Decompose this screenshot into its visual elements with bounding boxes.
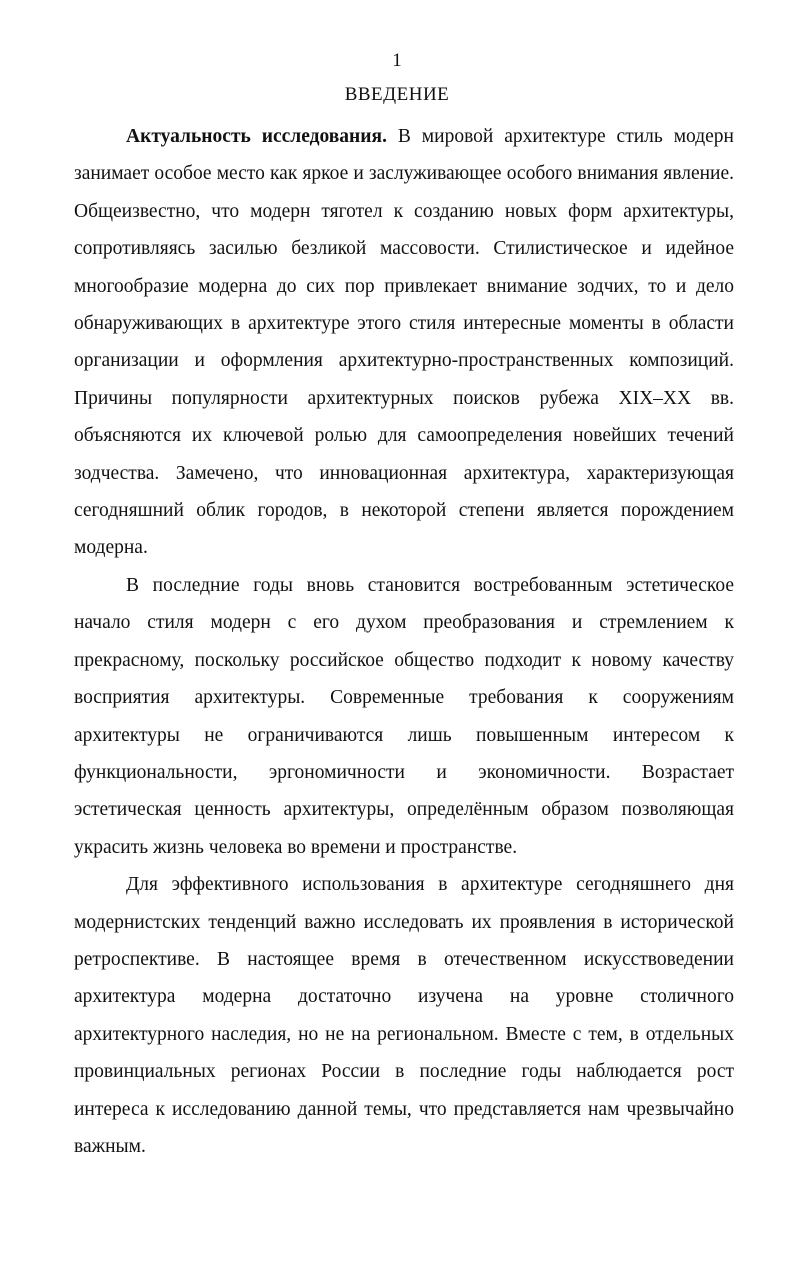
document-body (74, 118, 734, 1165)
page-number: 1 (392, 50, 402, 71)
relevance-lead: Актуальность исследования. (126, 126, 387, 147)
relevance-text: В мировой архитектуре стиль модерн занимает особое место как яркое и заслуживающее особого внимания явление. Общеизвестно, что модерн тяготел к созданию новых форм архитектуры, сопротивляясь засилью безликой массовости. Стилистическое и идейное многообразие модерна до сих пор привлекает внимание зодчих, то и дело обнаруживающих в архитектуре этого стиля интересные моменты в области организации и оформления архитектурно-пространственных композиций. Причины популярности архитектурных поисков рубежа XIX–XX вв. объясняются их ключевой ролью для самоопределения новейших течений зодчества. Замечено, что инновационная архитектура, характеризующая сегодняшний облик городов, в некоторой степени является порождением модерна. (74, 126, 734, 559)
paragraph-relevance (74, 118, 734, 567)
paragraph-regional-research: Для эффективного использования в архитектуре сегодняшнего дня модернистских тенденций важно исследовать их проявления в исторической ретроспективе. В настоящее время в отечественном искусствоведении архитектура модерна достаточно изучена на уровне столичного архитектурного наследия, но не на региональном. Вместе с тем, в отдельных провинциальных регионах России в последние годы наблюдается рост интереса к исследованию данной темы, что представляется нам чрезвычайно важным. (74, 874, 734, 1157)
paragraph-recent-years: В последние годы вновь становится востребованным эстетическое начало стиля модерн с его духом преобразования и стремлением к прекрасному, поскольку российское общество подходит к новому качеству восприятия архитектуры. Современные требования к сооружениям архитектуры не ограничиваются лишь повышенным интересом к функциональности, эргономичности и экономичности. Возрастает эстетическая ценность архитектуры, определённым образом позволяющая украсить жизнь человека во времени и пространстве. (74, 574, 734, 858)
page-title: ВВЕДЕНИЕ (344, 84, 450, 105)
